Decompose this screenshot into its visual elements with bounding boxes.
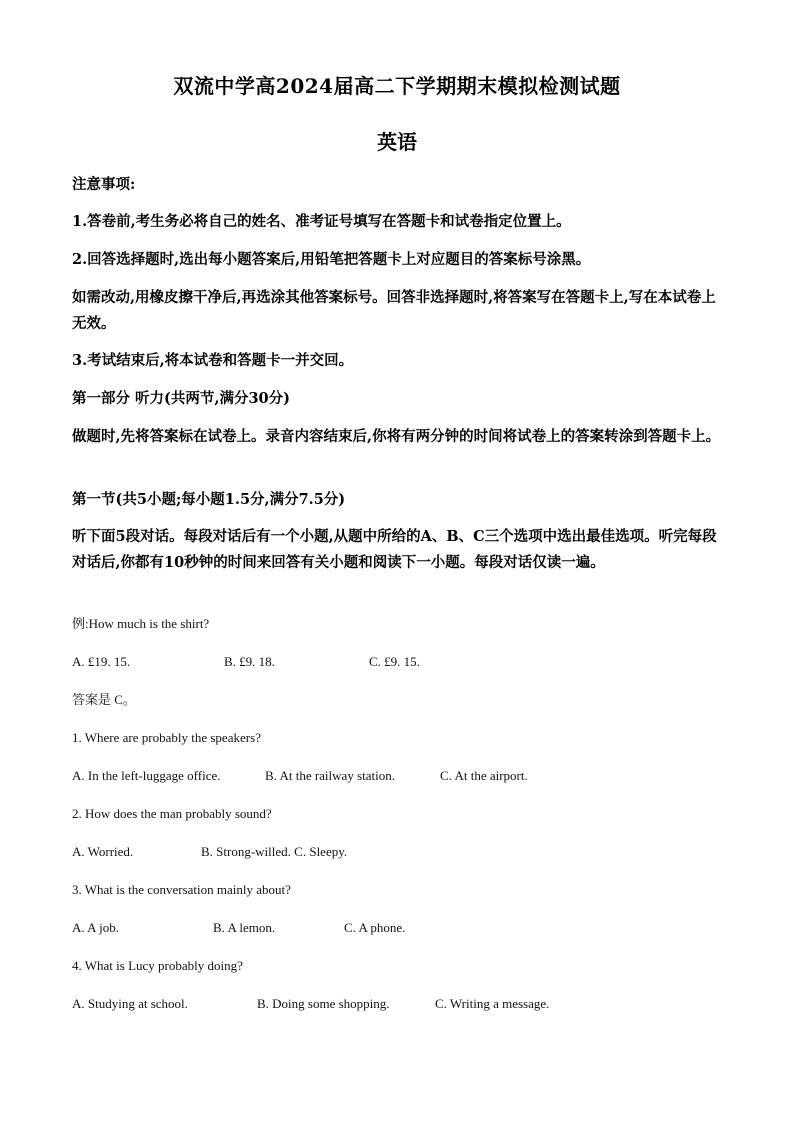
section1-instruction: 听下面5段对话。每段对话后有一个小题,从题中所给的A、B、C三个选项中选出最佳选项。听完每段对话后,你都有10秒钟的时间来回答有关小题和阅读下一小题。每段对话仅读一遍。 (72, 528, 717, 571)
example-question: 例:How much is the shirt? (72, 616, 210, 631)
notes-item-2-continued: 如需改动,用橡皮擦干净后,再选涂其他答案标号。回答非选择题时,将答案写在答题卡上,写在本试卷上无效。 (72, 289, 716, 332)
q1-option-a: A. In the left-luggage office. (72, 768, 221, 783)
notes-heading: 注意事项: (72, 176, 136, 193)
q1-option-b: B. At the railway station. (265, 768, 395, 783)
question-4-options (72, 994, 752, 1014)
q1-option-c: C. At the airport. (440, 768, 528, 783)
exam-title: 双流中学高2024届高二下学期期末模拟检测试题 (173, 74, 621, 98)
example-option-b: B. £9. 18. (224, 654, 275, 669)
question-4: 4. What is Lucy probably doing? (72, 958, 243, 973)
part1-heading: 第一部分 听力(共两节,满分30分) (72, 390, 290, 407)
example-option-c: C. £9. 15. (369, 654, 420, 669)
notes-item-3: 3.考试结束后,将本试卷和答题卡一并交回。 (72, 352, 354, 369)
example-answer: 答案是 C。 (72, 692, 136, 707)
question-3: 3. What is the conversation mainly about? (72, 882, 291, 897)
q3-option-a: A. A job. (72, 920, 119, 935)
q3-option-c: C. A phone. (344, 920, 406, 935)
example-options (72, 652, 752, 672)
question-1: 1. Where are probably the speakers? (72, 730, 261, 745)
question-2-options (72, 842, 752, 862)
q4-option-a: A. Studying at school. (72, 996, 188, 1011)
question-2: 2. How does the man probably sound? (72, 806, 272, 821)
q2-option-a: A. Worried. (72, 844, 134, 859)
notes-item-1: 1.答卷前,考生务必将自己的姓名、准考证号填写在答题卡和试卷指定位置上。 (72, 213, 571, 230)
section1-heading: 第一节(共5小题;每小题1.5分,满分7.5分) (72, 491, 346, 508)
notes-item-2: 2.回答选择题时,选出每小题答案后,用铅笔把答题卡上对应题目的答案标号涂黑。 (72, 251, 591, 268)
q4-option-c: C. Writing a message. (435, 996, 550, 1011)
q2-option-b: B. Strong-willed. C. Sleepy. (201, 844, 348, 859)
q4-option-b: B. Doing some shopping. (257, 996, 390, 1011)
q3-option-b: B. A lemon. (213, 920, 276, 935)
question-1-options (72, 766, 752, 786)
subject-title: 英语 (377, 130, 417, 154)
example-option-a: A. £19. 15. (72, 654, 131, 669)
question-3-options (72, 918, 752, 938)
part1-instruction: 做题时,先将答案标在试卷上。录音内容结束后,你将有两分钟的时间将试卷上的答案转涂到答题卡上。 (72, 428, 721, 445)
